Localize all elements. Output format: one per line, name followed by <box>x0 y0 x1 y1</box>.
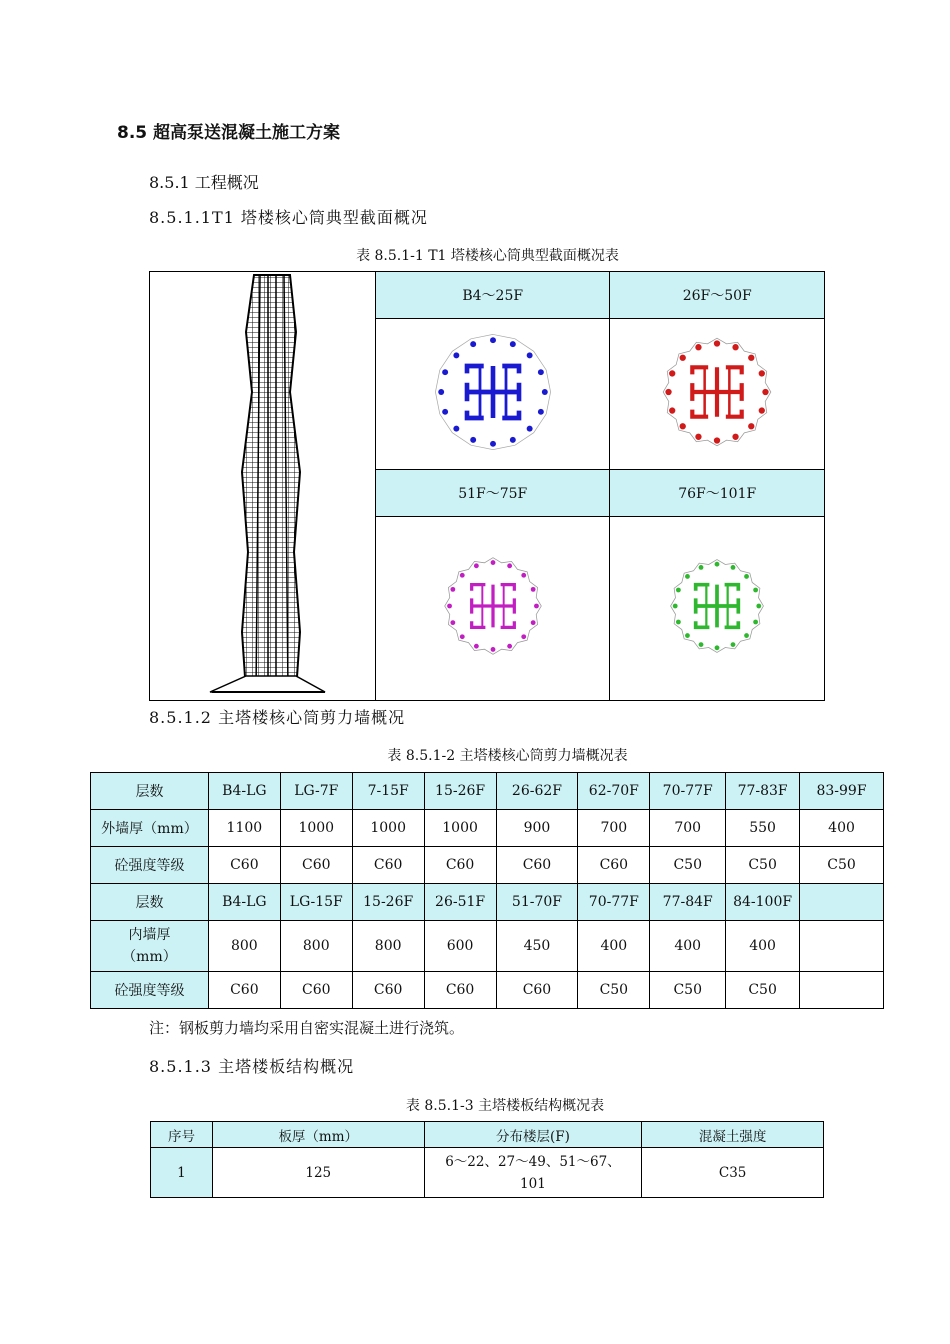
column-dot <box>450 587 455 592</box>
column-dot <box>685 574 690 579</box>
table-cell: C60 <box>352 847 424 884</box>
table-cell: C60 <box>352 972 424 1009</box>
table-header-cell: 板厚（mm） <box>212 1122 424 1148</box>
table-cell: C60 <box>280 847 352 884</box>
core-walls <box>696 585 739 628</box>
table-cell: B4-LG <box>208 773 280 810</box>
column-dot <box>715 646 720 651</box>
column-dot <box>669 407 675 413</box>
table-cell: C50 <box>726 847 800 884</box>
column-dot <box>474 564 479 569</box>
column-dot <box>453 426 459 432</box>
column-dot <box>757 604 762 609</box>
table-cell: C50 <box>726 972 800 1009</box>
table-cell: 800 <box>352 921 424 972</box>
table-cell: 1000 <box>352 810 424 847</box>
column-dot <box>450 621 455 626</box>
table-cell: 800 <box>208 921 280 972</box>
table-cell: 26-62F <box>496 773 578 810</box>
shear-table-row-floors-2 <box>91 884 884 921</box>
column-dot <box>666 389 672 395</box>
table-cell: 70-77F <box>650 773 726 810</box>
column-dot <box>490 441 496 447</box>
core-section-table <box>149 271 825 701</box>
table-cell: 外墙厚（mm） <box>91 810 209 847</box>
column-dot <box>673 604 678 609</box>
table2-caption: 表 8.5.1-2 主塔楼核心筒剪力墙概况表 <box>387 748 628 764</box>
table-cell: 900 <box>496 810 578 847</box>
column-dot <box>534 604 539 609</box>
core-section-plan-3 <box>428 536 558 676</box>
column-dot <box>526 426 532 432</box>
table-cell: 砼强度等级 <box>91 972 209 1009</box>
shear-wall-table <box>90 772 884 1009</box>
table-cell: 1000 <box>424 810 496 847</box>
section-header-2: 26F～50F <box>610 272 825 319</box>
floor-slab-table <box>150 1121 824 1198</box>
table-cell: 内墙厚（mm） <box>91 921 209 972</box>
table-cell: 125 <box>212 1148 424 1198</box>
core-walls <box>471 585 514 628</box>
column-dot <box>470 437 476 443</box>
column-dot <box>538 409 544 415</box>
core-walls <box>693 367 742 416</box>
section-header-4: 76F～101F <box>610 470 825 517</box>
column-dot <box>538 369 544 375</box>
column-dot <box>731 565 736 570</box>
table-cell: 400 <box>800 810 884 847</box>
table-cell: B4-LG <box>208 884 280 921</box>
column-dot <box>731 643 736 648</box>
column-dot <box>442 369 448 375</box>
column-dot <box>447 604 452 609</box>
section-header-3: 51F～75F <box>376 470 610 517</box>
table-cell: C50 <box>578 972 650 1009</box>
column-dot <box>510 341 516 347</box>
table-cell: C35 <box>642 1148 824 1198</box>
table-cell <box>800 884 884 921</box>
column-dot <box>744 634 749 639</box>
heading-8-5-1: 8.5.1 工程概况 <box>149 173 259 192</box>
table-header-cell: 分布楼层(F) <box>424 1122 642 1148</box>
table-cell: 1000 <box>280 810 352 847</box>
column-dot <box>696 434 702 440</box>
column-dot <box>530 587 535 592</box>
column-dot <box>460 635 465 640</box>
column-dot <box>490 337 496 343</box>
table-cell: 700 <box>650 810 726 847</box>
heading-8-5-1-2: 8.5.1.2 主塔楼核心筒剪力墙概况 <box>149 708 406 727</box>
section-drawing-1 <box>376 318 610 470</box>
column-dot <box>676 588 681 593</box>
table-cell <box>800 921 884 972</box>
column-dot <box>507 564 512 569</box>
table-cell: C50 <box>650 972 726 1009</box>
table-cell: 15-26F <box>352 884 424 921</box>
table-cell: 62-70F <box>578 773 650 810</box>
column-dot <box>699 565 704 570</box>
column-dot <box>676 620 681 625</box>
column-dot <box>759 370 765 376</box>
column-dot <box>521 573 526 578</box>
table-cell: 84-100F <box>726 884 800 921</box>
column-dot <box>748 354 754 360</box>
table-cell: 层数 <box>91 884 209 921</box>
table-cell: 800 <box>280 921 352 972</box>
core-section-plan-2 <box>652 322 782 462</box>
table-cell: 400 <box>650 921 726 972</box>
tower-elevation-drawing <box>150 272 375 696</box>
column-dot <box>715 562 720 567</box>
column-dot <box>680 354 686 360</box>
column-dot <box>490 561 495 566</box>
table-cell: C60 <box>496 972 578 1009</box>
column-dot <box>685 634 690 639</box>
shear-table-row-outer-thickness <box>91 810 884 847</box>
section-title: 8.5 超高泵送混凝土施工方案 <box>117 123 341 143</box>
table-cell: 400 <box>726 921 800 972</box>
table-cell: C60 <box>578 847 650 884</box>
column-dot <box>680 423 686 429</box>
column-dot <box>530 621 535 626</box>
table-cell: 77-84F <box>650 884 726 921</box>
column-dot <box>490 647 495 652</box>
column-dot <box>542 389 548 395</box>
table-cell: 400 <box>578 921 650 972</box>
table-cell: 砼强度等级 <box>91 847 209 884</box>
note-text: 注：钢板剪力墙均采用自密实混凝土进行浇筑。 <box>149 1019 465 1037</box>
table-cell: C50 <box>800 847 884 884</box>
core-walls <box>467 366 519 418</box>
table-cell: 层数 <box>91 773 209 810</box>
table-cell: C60 <box>280 972 352 1009</box>
table-cell: 77-83F <box>726 773 800 810</box>
section-drawing-2 <box>610 318 825 470</box>
column-dot <box>714 437 720 443</box>
table3-caption: 表 8.5.1-3 主塔楼板结构概况表 <box>405 1098 605 1114</box>
table-cell: 700 <box>578 810 650 847</box>
column-dot <box>474 644 479 649</box>
column-dot <box>442 409 448 415</box>
table-cell: LG-7F <box>280 773 352 810</box>
tower-elevation-cell <box>150 272 376 701</box>
table-cell: 600 <box>424 921 496 972</box>
table-cell: C60 <box>424 972 496 1009</box>
table-cell: C60 <box>496 847 578 884</box>
column-dot <box>669 370 675 376</box>
column-dot <box>763 389 769 395</box>
heading-8-5-1-1: 8.5.1.1T1 塔楼核心筒典型截面概况 <box>149 208 428 227</box>
section-drawing-4 <box>610 516 825 700</box>
shear-table-row-grade-1 <box>91 847 884 884</box>
column-dot <box>470 341 476 347</box>
table-cell: 15-26F <box>424 773 496 810</box>
table-cell: 26-51F <box>424 884 496 921</box>
shear-table-row-floors-1 <box>91 773 884 810</box>
column-dot <box>438 389 444 395</box>
column-dot <box>699 643 704 648</box>
table-cell: 550 <box>726 810 800 847</box>
core-section-plan-4 <box>652 536 782 676</box>
floor-table-header <box>151 1122 824 1148</box>
table1-caption: 表 8.5.1-1 T1 塔楼核心筒典型截面概况表 <box>356 248 619 264</box>
shear-table-row-inner-thickness <box>91 921 884 972</box>
table-cell: 1 <box>151 1148 213 1198</box>
table-cell: 1100 <box>208 810 280 847</box>
column-dot <box>510 437 516 443</box>
column-dot <box>753 620 758 625</box>
column-dot <box>460 573 465 578</box>
table-cell: 51-70F <box>496 884 578 921</box>
column-dot <box>714 340 720 346</box>
column-dot <box>507 644 512 649</box>
table-cell: C60 <box>424 847 496 884</box>
floor-table-row <box>151 1148 824 1198</box>
column-dot <box>696 344 702 350</box>
table-header-cell: 序号 <box>151 1122 213 1148</box>
table-cell: LG-15F <box>280 884 352 921</box>
heading-8-5-1-3: 8.5.1.3 主塔楼板结构概况 <box>149 1057 355 1076</box>
column-dot <box>526 352 532 358</box>
column-dot <box>733 434 739 440</box>
section-drawing-3 <box>376 516 610 700</box>
column-dot <box>759 407 765 413</box>
table-cell: C50 <box>650 847 726 884</box>
table-cell: C60 <box>208 972 280 1009</box>
table-cell: C60 <box>208 847 280 884</box>
table-cell: 7-15F <box>352 773 424 810</box>
column-dot <box>753 588 758 593</box>
column-dot <box>453 352 459 358</box>
core-section-plan-1 <box>428 322 558 462</box>
column-dot <box>748 423 754 429</box>
section-header-1: B4～25F <box>376 272 610 319</box>
table-cell <box>800 972 884 1009</box>
column-dot <box>733 344 739 350</box>
shear-table-row-grade-2 <box>91 972 884 1009</box>
table-cell: 6～22、27～49、51～67、101 <box>424 1148 642 1198</box>
column-dot <box>521 635 526 640</box>
column-dot <box>744 574 749 579</box>
table-cell: 450 <box>496 921 578 972</box>
table-cell: 70-77F <box>578 884 650 921</box>
table-cell: 83-99F <box>800 773 884 810</box>
table-header-cell: 混凝土强度 <box>642 1122 824 1148</box>
